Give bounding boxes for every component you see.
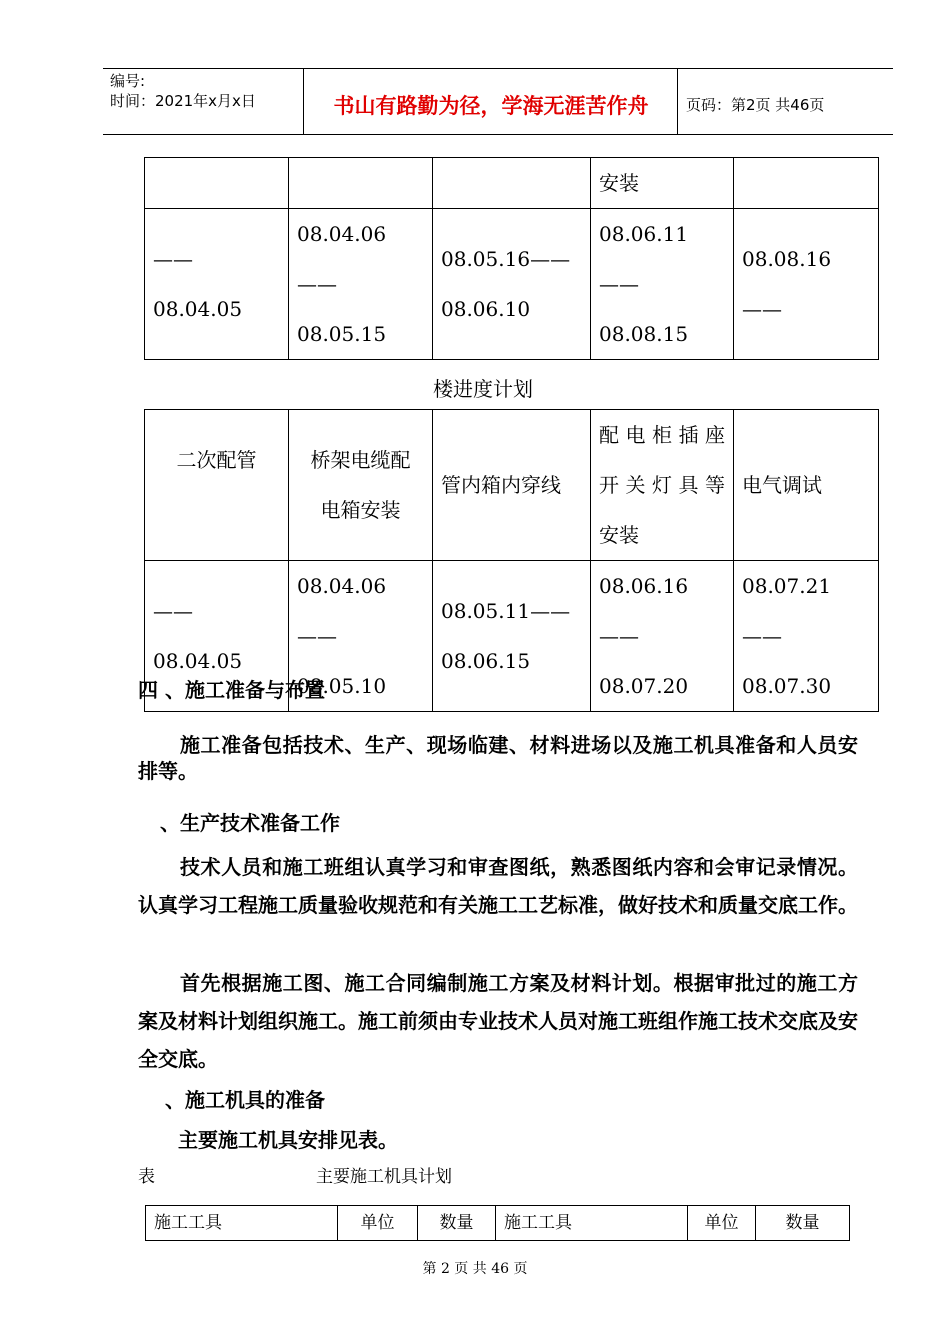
table-cell: 08.04.06—— 08.05.15: [289, 209, 433, 360]
table-cell: 08.06.11—— 08.08.15: [591, 209, 734, 360]
paragraph-plan: 首先根据施工图、施工合同编制施工方案及材料计划。根据审批过的施工方案及材料计划组织施工。施工前须由专业技术人员对施工班组作施工技术交底及安全交底。: [138, 971, 858, 1071]
table-3-label: 表: [138, 1167, 155, 1187]
table-header-cell: 管内箱内穿线: [433, 410, 591, 561]
table-header-cell: 桥架电缆配 电箱安装: [289, 410, 433, 561]
header-motto: 书山有路勤为径，学海无涯苦作舟: [333, 94, 649, 118]
table-header-cell: 配电柜插座 开关灯具等 安装: [591, 410, 734, 561]
schedule-table-1: [144, 157, 879, 360]
table-cell: —— 08.04.05: [145, 561, 289, 712]
table-cell: 08.06.16—— 08.07.20: [591, 561, 734, 712]
table-cell: [433, 158, 591, 209]
table-cell: 08.08.16——: [734, 209, 879, 360]
header-divider-right: [677, 68, 678, 135]
table-cell: 08.04.06—— 08.05.10: [289, 561, 433, 712]
section-heading: 四 、施工准备与布置: [138, 678, 325, 702]
table-header-cell: 数量: [418, 1206, 496, 1241]
header-bottom-rule: [103, 134, 893, 135]
schedule-table-2: [144, 409, 879, 712]
header-divider-left: [303, 68, 304, 135]
paragraph-machinery: 主要施工机具安排见表。: [178, 1128, 398, 1152]
header-number: 编号:: [110, 72, 146, 90]
table-cell: —— 08.04.05: [145, 209, 289, 360]
table-cell: [734, 158, 879, 209]
table-row: [146, 1206, 850, 1241]
header-time: 时间：2021年x月x日: [110, 92, 256, 110]
table-header-cell: 单位: [688, 1206, 756, 1241]
table-header-cell: 电气调试: [734, 410, 879, 561]
page-footer: 第 2 页 共 46 页: [422, 1261, 528, 1277]
intro-paragraph: 施工准备包括技术、生产、现场临建、材料进场以及施工机具准备和人员安排等。: [138, 733, 858, 783]
table-header-cell: 数量: [756, 1206, 850, 1241]
table-header-cell: 施工工具: [496, 1206, 688, 1241]
table-header-cell: 二次配管: [145, 410, 289, 561]
header-page: 页码：第2页 共46页: [686, 96, 825, 114]
table-header-cell: 单位: [338, 1206, 418, 1241]
table-cell: 08.07.21—— 08.07.30: [734, 561, 879, 712]
table-cell: 安装: [591, 158, 734, 209]
table-cell: [289, 158, 433, 209]
subheading-production: 、生产技术准备工作: [160, 811, 340, 835]
table-header-cell: 施工工具: [146, 1206, 338, 1241]
table-cell: 08.05.16—— 08.06.10: [433, 209, 591, 360]
table-3-caption: 主要施工机具计划: [316, 1167, 452, 1187]
header-top-rule: [103, 68, 893, 69]
paragraph-technical: 技术人员和施工班组认真学习和审查图纸，熟悉图纸内容和会审记录情况。认真学习工程施工质量验收规范和有关施工工艺标准，做好技术和质量交底工作。: [138, 855, 858, 917]
table-cell: 08.05.11—— 08.06.15: [433, 561, 591, 712]
tools-table: [145, 1205, 850, 1241]
table-row: [145, 410, 879, 561]
table-2-caption: 楼进度计划: [433, 377, 533, 401]
subheading-machinery: 、施工机具的准备: [165, 1088, 325, 1112]
table-row: [145, 158, 879, 209]
table-cell: [145, 158, 289, 209]
table-row: [145, 209, 879, 360]
